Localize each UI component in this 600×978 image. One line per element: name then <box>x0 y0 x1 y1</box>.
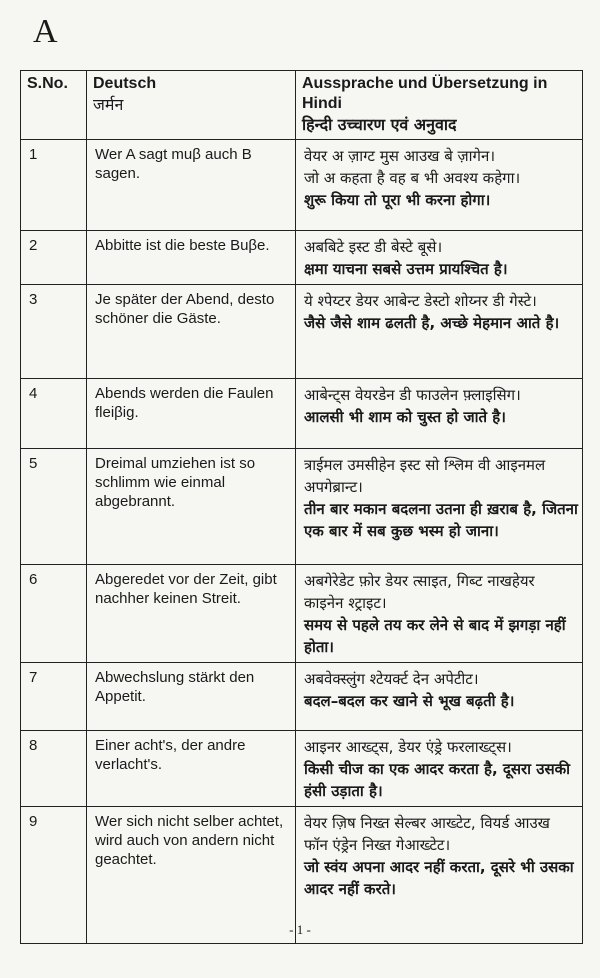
table-row <box>21 565 583 663</box>
german-proverb: Wer A sagt muβ auch B sagen. <box>87 140 296 231</box>
page-number: - 1 - <box>289 922 311 937</box>
table-row <box>21 731 583 807</box>
hindi-cell <box>296 449 583 565</box>
pronunciation: वेयर अ ज़ाग्ट मुस आउख बे ज़ागेन। <box>304 147 495 165</box>
pronunciation: ये श्पेय्टर डेयर आबेन्ट डेस्टो शोय्नर डी गेस्टे। <box>304 292 537 310</box>
translation-meaning: क्षमा याचना सबसे उत्तम प्रायश्चित है। <box>304 260 508 278</box>
hindi-cell <box>296 379 583 449</box>
proverb-table <box>20 70 583 944</box>
row-number: 8 <box>21 731 87 807</box>
table-row <box>21 379 583 449</box>
header-deutsch-label: Deutsch <box>93 75 157 92</box>
section-letter: A <box>33 13 58 50</box>
german-proverb: Je später der Abend, desto schöner die Gäste. <box>87 285 296 379</box>
header-sno: S.No. <box>21 71 87 140</box>
translation-meaning: जो स्वंय अपना आदर नहीं करता, दूसरे भी उसका आदर नहीं करते। <box>304 858 574 898</box>
table-row <box>21 449 583 565</box>
translation-meaning: शुरू किया तो पूरा भी करना होगा। <box>304 191 491 209</box>
translation-meaning: तीन बार मकान बदलना उतना ही ख़राब है, जितना एक बार में सब कुछ भस्म हो जाना। <box>304 500 578 540</box>
translation-meaning: आलसी भी शाम को चुस्त हो जाते है। <box>304 408 506 426</box>
german-proverb: Abbitte ist die beste Buβe. <box>87 231 296 285</box>
pronunciation: अबबिटे इस्ट डी बेस्टे बूसे। <box>304 238 443 256</box>
pronunciation: वेयर ज़िष निख्त सेल्बर आख्टेट, वियर्ड आउख फॉन एंड्रेन निख्त गेआख्टेट। <box>304 814 550 854</box>
row-number: 7 <box>21 663 87 731</box>
hindi-cell <box>296 663 583 731</box>
row-number: 3 <box>21 285 87 379</box>
hindi-cell <box>296 731 583 807</box>
pronunciation: आबेन्ट्स वेयरडेन डी फाउलेन फ़्लाइसिग। <box>304 386 521 404</box>
german-proverb: Abgeredet vor der Zeit, gibt nachher keinen Streit. <box>87 565 296 663</box>
german-proverb: Abends werden die Faulen fleiβig. <box>87 379 296 449</box>
hindi-cell <box>296 285 583 379</box>
table-header-row <box>21 71 583 140</box>
row-number: 1 <box>21 140 87 231</box>
german-proverb: Dreimal umziehen ist so schlimm wie einmal abgebrannt. <box>87 449 296 565</box>
row-number: 2 <box>21 231 87 285</box>
header-aussprache-hindi: हिन्दी उच्चारण एवं अनुवाद <box>302 115 457 134</box>
header-aussprache-label: Aussprache und Übersetzung in Hindi <box>302 75 548 112</box>
row-number: 5 <box>21 449 87 565</box>
pronunciation: अबवेक्स्लुंग श्टेयर्क्ट देन अपेटीट। <box>304 670 479 688</box>
header-aussprache <box>296 71 583 140</box>
header-deutsch <box>87 71 296 140</box>
row-number: 6 <box>21 565 87 663</box>
pronunciation: त्राईमल उमसीहेन इस्ट सो श्लिम वी आइनमल अपगेब्रान्ट। <box>304 456 546 496</box>
translation-meaning: जैसे जैसे शाम ढलती है, अच्छे मेहमान आते है। <box>304 314 560 332</box>
translation-literal: जो अ कहता है वह ब भी अवश्य कहेगा। <box>304 169 521 187</box>
hindi-cell <box>296 231 583 285</box>
german-proverb: Wer sich nicht selber achtet, wird auch von andern nicht geachtet. <box>87 807 296 944</box>
german-proverb: Einer acht's, der andre verlacht's. <box>87 731 296 807</box>
pronunciation: आइनर आख्ट्स, डेयर एंड्रे फरलाख्ट्स। <box>304 738 512 756</box>
table-row <box>21 285 583 379</box>
row-number: 9 <box>21 807 87 944</box>
row-number: 4 <box>21 379 87 449</box>
hindi-cell <box>296 565 583 663</box>
table-row <box>21 140 583 231</box>
hindi-cell <box>296 140 583 231</box>
table-row <box>21 231 583 285</box>
pronunciation: अबगेरेडेट फ़ोर डेयर त्साइत, गिब्ट नाखहेयर काइनेन श्ट्राइट। <box>304 572 535 612</box>
header-deutsch-hindi: जर्मन <box>93 95 124 114</box>
table-row <box>21 663 583 731</box>
german-proverb: Abwechslung stärkt den Appetit. <box>87 663 296 731</box>
translation-meaning: किसी चीज का एक आदर करता है, दूसरा उसकी हंसी उड़ाता है। <box>304 760 571 800</box>
translation-meaning: समय से पहले तय कर लेने से बाद में झगड़ा नहीं होता। <box>304 616 566 656</box>
translation-meaning: बदल–बदल कर खाने से भूख बढ़ती है। <box>304 692 515 710</box>
